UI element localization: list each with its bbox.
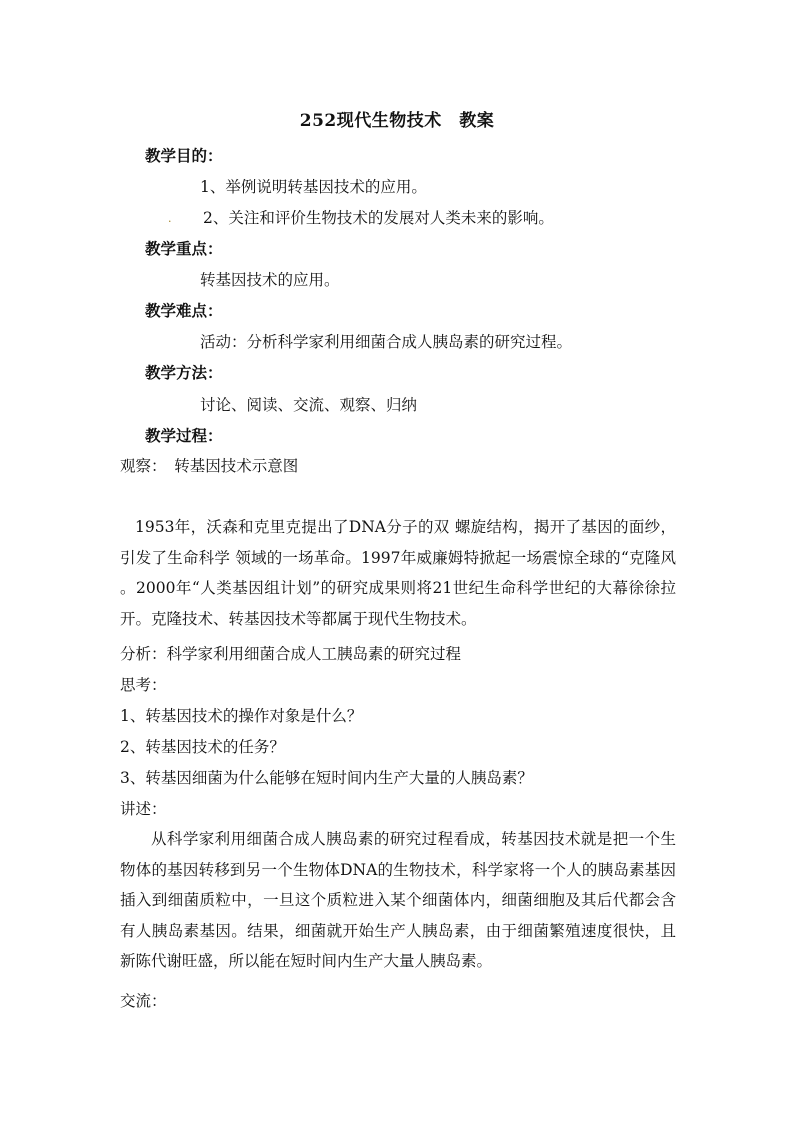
- objective-item: 2、关注和评价生物技术的发展对人类未来的影响。: [203, 209, 554, 227]
- exchange-heading: 交流：: [120, 992, 167, 1010]
- difficulties-text: 活动：分析科学家利用细菌合成人胰岛素的研究过程。: [200, 333, 573, 351]
- observe-line: 观察： 转基因技术示意图: [120, 457, 299, 475]
- key-points-text: 转基因技术的应用。: [200, 271, 340, 289]
- difficulties-heading: 教学难点：: [145, 301, 223, 320]
- question-item: 2、转基因技术的任务？: [120, 738, 285, 756]
- lecture-paragraph: 从科学家利用细菌合成人胰岛素的研究过程看成，转基因技术就是把一个生物体的基因转移到另一个生物体DNA的生物技术，科学家将一个人的胰岛素基因插入到细菌质粒中，一旦这个质粒进入某个细菌体内，细菌细胞及其后代都会含有人胰岛素基因。结果，细菌就开始生产人胰岛素，由于细菌繁殖速度很快，且新陈代谢旺盛，所以能在短时间内生产大量人胰岛素。: [120, 830, 676, 970]
- objective-item: 1、举例说明转基因技术的应用。: [200, 178, 427, 196]
- process-heading: 教学过程：: [145, 426, 223, 445]
- question-item: 1、转基因技术的操作对象是什么？: [120, 707, 363, 725]
- think-heading: 思考：: [120, 676, 167, 694]
- page-title: 252现代生物技术 教案: [299, 111, 495, 131]
- key-points-heading: 教学重点：: [145, 239, 223, 258]
- intro-paragraph: 1953年，沃森和克里克提出了DNA分子的双 螺旋结构，揭开了基因的面纱，引发了生命科学 领域的一场革命。1997年威廉姆特掀起一场震惊全球的“克隆风 。2000年“人类基因组计划”的研究成果则将21世纪生命科学世纪的大幕徐徐拉开。克隆技术、转基因技术等都属于现代生物技术。: [120, 518, 676, 628]
- analysis-line: 分析：科学家利用细菌合成人工胰岛素的研究过程: [120, 645, 462, 663]
- question-item: 3、转基因细菌为什么能够在短时间内生产大量的人胰岛素？: [120, 769, 533, 787]
- lecture-heading: 讲述：: [120, 800, 167, 818]
- methods-text: 讨论、阅读、交流、观察、归纳: [200, 396, 418, 414]
- objectives-heading: 教学目的：: [145, 146, 223, 165]
- stray-dot: .: [168, 212, 172, 225]
- methods-heading: 教学方法：: [145, 363, 223, 382]
